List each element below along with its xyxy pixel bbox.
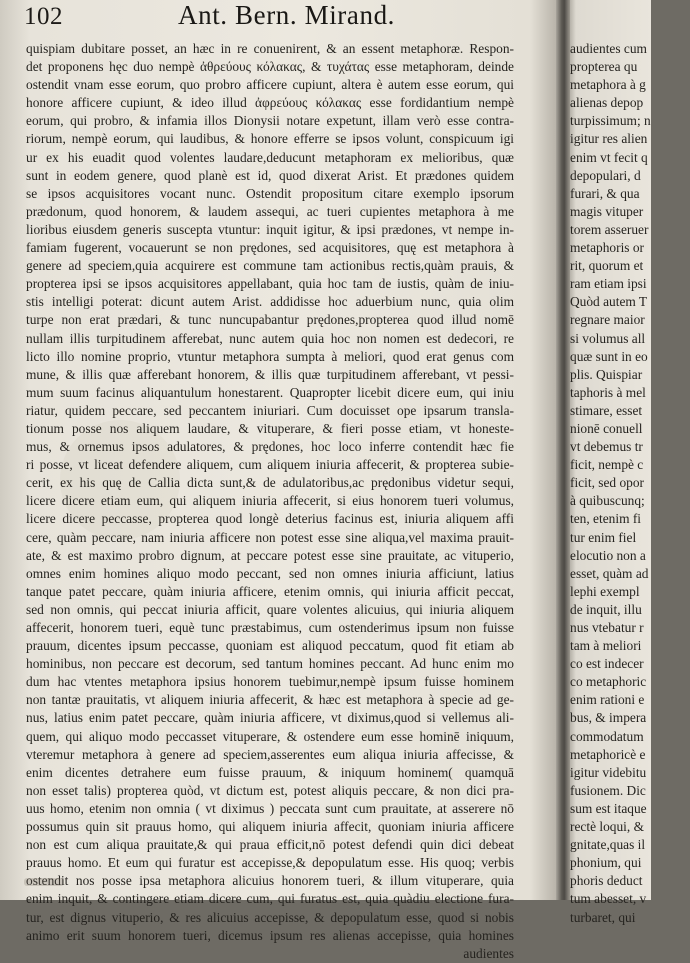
text-line: tanque patet peccare, quàm iniuria afficere, etenim omnis, qui iniuria afficit peccat, [26,583,514,599]
text-line: ostendit nos posse ipsa metaphora alicuius honorem tueri, & illum vituperare, quia [26,873,514,889]
text-line: cerit, ex his quę de Callia dicta sunt,& de adulatoribus,ac prędonibus videtur sequi, [26,475,514,491]
right-text-line: alienas depop [570,95,644,111]
right-text-line: audientes cum [570,41,647,56]
right-text-line: lephi exempl [570,583,640,599]
right-text-line: ram etiam ipsi [570,276,647,292]
text-line: licto illo nomine proprio, vtuntur metaphora sumpta à meliori, quod erat genus com [26,348,514,364]
text-line: enim dicentes detrahere eum fuisse prauum, & iniquum hominem( quamquā [26,764,514,780]
text-line: se ipsos acquisitores vocant nunc. Ostendit propositum citare exemplo ipsorum [26,185,514,201]
right-text-line: depopulari, d [570,167,641,183]
text-line: non est cum aliqua prauitate,& qui praua efficit,nō potest defendi quin dici debeat [26,837,514,853]
text-line: mune, & illis quæ afferebant honorem, & illis quæ turpitudinem afferebant, vt pessi- [26,366,514,382]
text-line: quem, qui aliquo modo peccasset vituperare, & ostendere eum esse hominē iniquum, [26,728,514,744]
right-text-line: plis. Quispiar [570,366,643,382]
right-text-line: enim rationi e [570,692,645,708]
right-text-line: igitur res alien [570,131,648,147]
text-line: sed non omnis, qui peccat iniuria afficit, quare volentes alicuius, qui iniuria aliquem [26,601,514,617]
right-text-line: nionē conuell [570,420,643,436]
text-line: prauum, dicentes ipsum peccasse, quoniam est aliquod peccatum, quod fit etiam ab [26,638,514,654]
text-line: nus, latius enim patet peccare, quàm iniuria afficere, vt diximus,quod si vellemus ali- [26,710,514,726]
right-text-line: rectè loqui, & [570,819,644,835]
text-line: cere, quàm peccare, nam iniuria afficere non potest esse sine aliqua,vel maxima prauit- [26,529,514,545]
right-text-line: nus vtebatur r [570,620,644,635]
book-gutter [556,0,570,900]
text-line: honore afficere cupiunt, & ideo illud ἀφρεύους κόλακας esse fordidantium nempè [26,95,514,111]
right-text-line: tur enim fiel [570,529,637,545]
right-text-line: igitur videbitu [570,764,647,780]
text-line: riatur, quidem peccare, sed peccantem iniuriari. Cum docuisset ope ipsarum transla- [26,402,514,418]
right-text-line: esset, quàm ad [570,565,649,581]
text-line: non esset talis) propterea quòd, vt dictum est, potest aliquis peccare, & non dici pra- [26,782,514,798]
right-text-line: à quibuscunq; [570,493,645,509]
text-line: ate, & est maximo probro dignum, at peccare potest esse sine prauitate, ac vituperio, [26,547,514,563]
text-line: audientes [463,945,514,961]
text-line: famiam fugerent, vocauerunt se non prędones, sed acquisitores, quę est metaphora à [26,240,514,256]
right-text-line: ficit, sed opor [570,475,645,491]
text-line: quispiam dubitare posset, an hæc in re conuenirent, & an essent metaphoræ. Respon- [26,41,514,56]
right-text-line: metaphoricè e [570,746,646,762]
right-text-line: turpissimum; n [570,113,651,129]
text-line: enim inquit, & contingere etiam dicere cum, qui furatus est, quia quàdiu electione fura- [26,891,514,907]
right-text-line: tam à meliori [570,638,642,654]
text-line: turpe non erat prædari, & tunc nuncupabantur prędones,propterea quod illud nomē [26,312,514,328]
right-text-line: co est indecer [570,656,644,672]
right-text-line: sum est itaque [570,800,647,816]
text-line: affecerit, honorem tueri, equè tunc præstabimus, cum ostenderimus ipsum non fuisse [26,620,514,635]
right-text-line: phonium, qui [570,855,642,871]
text-line: mus, & ornemus ipsos adulatores, & prędones, hoc loco inferre contendit hæc fie [26,439,514,455]
text-line: tionum posse nos aliquem laudare, & vituperare, & fieri posse etiam, vt honeste- [26,420,514,436]
right-text-line: magis vituper [570,203,644,219]
right-text-line: enim vt fecit q [570,149,648,165]
text-line: det proponens hęc duo nempè ἀθρεύους κόλακας, & τυχάτας esse metaphoram, deinde [26,59,514,75]
text-line: non tantæ prauitatis, vt aliquem iniuria affecerit, & hæc est metaphora à specie ad ge- [26,692,514,708]
text-line: prædonum, quod honorem, & laudem assequi, ac tueri cupientes metaphora à me [26,203,514,219]
right-text-line: de inquit, illu [570,601,642,617]
right-text-line: propterea qu [570,59,638,75]
right-text-line: gnitate,quas il [570,837,646,853]
right-text-line: phoris deduct [570,873,643,889]
text-line: dum hac vtentes metaphora ipsius honorem tuebimur,nempè ipsum fuisse hominem [26,674,514,690]
right-text-line: bus, & impera [570,710,647,726]
right-text-line: quæ sunt in eo [570,348,648,364]
text-line: ostendit vnam esse eorum, quo probro afficere cupiunt, altera è autem esse eorum, qui [26,77,514,93]
right-text-block [570,40,690,927]
text-line: licere dicere peccasse, propterea quod longè deterius facinus est, iniuria aliquem affi [26,511,514,527]
right-text-line: turbaret, qui [570,909,636,925]
right-page [570,0,651,925]
text-line: omnes enim homines aliquo modo peccant, sed non omnes iniuria afficiunt, latius [26,565,514,581]
text-line: eorum, qui probro, & infamia illos Dionysii notare expetunt, illam verò esse contra- [26,113,514,129]
right-text-line: metaphora à g [570,77,646,93]
text-line: uus homo, etenim non omnia ( vt diximus ) peccata sunt cum prauitate, at asserere nō [26,800,514,816]
text-line: animo erit suum honorem tueri, dicemus ipsum res alienas accepisse, quia homines [26,927,514,943]
right-text-line: vt debemus tr [570,439,643,455]
text-line: hominibus, non peccare est decorum, sed tantum homines peccant. Ad hunc enim mo [26,656,514,672]
text-line: riorum, nempè eorum, qui laudibus, & honore efferre se ipsos volunt, conspicuum igi [26,131,514,147]
page-header [22,0,522,34]
right-text-line: fusionem. Dic [570,782,646,798]
right-text-line: elocutio non a [570,547,646,563]
right-text-line: metaphoris or [570,240,645,256]
right-text-line: furari, & qua [570,185,640,201]
text-line: licere dicere etiam eum, qui aliquem iniuria affecerit, si eius honorem tueri volumus, [26,493,514,509]
right-text-line: si volumus all [570,330,646,346]
text-line: ur ex his euadit quod volentes laudare,deducunt metaphoram ex melioribus, quæ [26,149,514,165]
right-text-line: Quòd autem T [570,294,648,310]
text-line: mum suum facinus aliquantulum honestarent. Quapropter licebit dicere eum, qui iniu [26,384,514,400]
running-head: Ant. Bern. Mirand. [178,0,396,30]
right-text-line: regnare maior [570,312,645,328]
text-line: possumus quin sit prauus homo, qui aliquem iniuria affecit, quoniam iniuria afficere [26,819,514,835]
text-line: prauus homo. Et eum qui furatur est accepisse,& depopulatum esse. His quoq; verbis [26,855,514,871]
right-text-line: taphoris à mel [570,384,646,400]
text-line: stis intelligi poterat: dicunt autem Arist. addidisse hoc aduerbium nunc, quia olim [26,294,514,310]
right-text-line: co metaphoric [570,674,647,690]
right-text-line: commodatum [570,728,644,744]
bottom-smudge [24,878,64,886]
text-line: genere ad speciem,quia acquirere est commune tam actionibus rectis,quàm prauis, & [26,258,514,274]
text-line: ri posse, vt liceat defendere aliquem, cum aliquem iniuria affecerit, & propterea subie- [26,457,514,473]
text-line: tur, est dignus vituperio, & res alicuius accepisse, & depopulatum esse, quod si nobis [26,909,514,925]
right-text-line: ficit, nempè c [570,457,644,473]
text-line: lioribus eiusdem generis suscepta vtuntur: inquit igitur, & ipsi prædones, vt nempe in- [26,221,514,237]
text-line: sunt in eodem genere, quod planè est id, quod dixerat Arist. Et prædones quidem [26,167,514,183]
right-text-line: rit, quorum et [570,258,644,274]
main-text-block [26,40,514,963]
text-line: vteremur metaphora à genere ad speciem,asserentes eum aliqua iniuria affecisse, & [26,746,514,762]
right-text-line: ten, etenim fi [570,511,642,527]
text-line: nullam illis turpitudinem afferebat, nunc autem quia hoc non nomen est dedecori, re [26,330,514,346]
right-text-line: tum abesset, v [570,891,647,907]
right-text-line: stimare, esset [570,402,643,418]
page-number: 102 [24,3,63,30]
text-line: propterea ipsi se ipsos acquisitores appellabant, quia hoc tam de iustis, quàm de iniu- [26,276,514,292]
right-text-line: torem asseruer [570,221,649,237]
